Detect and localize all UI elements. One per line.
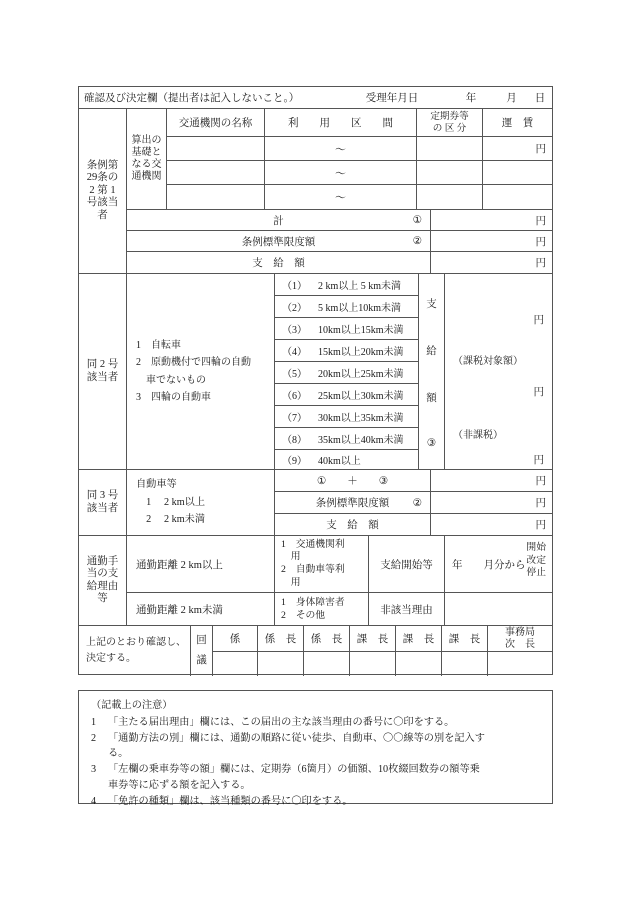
distance-label: 通勤距離 2 km以上	[136, 559, 223, 571]
col-header-section-used	[265, 109, 417, 137]
notes-heading: （記載上の注意）	[91, 700, 173, 711]
col-header-label: 利 用 区 間	[288, 118, 393, 129]
distance-row-number: （8）	[282, 435, 307, 446]
vehicle-option[interactable]: 1 自転車	[136, 339, 181, 351]
label-line: 議	[196, 655, 207, 666]
distance-row-range: 15km以上20km未満	[318, 347, 404, 358]
tilde-mark: 〜	[335, 167, 346, 180]
distance-row[interactable]	[275, 274, 419, 296]
amount-label-char: 額	[426, 393, 437, 404]
approval-position-header	[488, 626, 552, 652]
distance-row-range: 35km以上40km未満	[318, 435, 404, 446]
distance-row-number: （1）	[282, 281, 307, 292]
distance-row-range: 40km以上	[318, 456, 361, 467]
section2-row-label-stack	[79, 359, 126, 384]
label-line: 該当者	[86, 371, 119, 383]
distance-row-number: （5）	[282, 369, 307, 380]
distance-row-range: 20km以上25km未満	[318, 369, 404, 380]
method-lines	[281, 539, 368, 590]
label-line: 条例第	[86, 160, 119, 172]
method-option: 1 身体障害者	[281, 596, 345, 608]
verification-decision-table	[78, 86, 553, 675]
section2-amount-label-strip	[419, 274, 445, 470]
distance-row[interactable]	[275, 450, 419, 470]
statement-line: 決定する。	[86, 653, 136, 664]
yen-unit: 円	[535, 215, 546, 227]
method-option: 1 交通機関利	[281, 538, 345, 550]
secretariat-stack	[488, 627, 552, 650]
approval-stamp-box[interactable]	[396, 652, 442, 676]
note-text: 「免許の種類」欄は、該当種類の番号に〇印をする。	[108, 795, 353, 807]
note-text: 「主たる届出理由」欄には、この届出の主な該当理由の番号に〇印をする。	[108, 716, 455, 728]
transport-name-input-2[interactable]	[167, 161, 265, 185]
section4-nonapplicable-input[interactable]	[445, 593, 552, 626]
yen-unit: 円	[535, 258, 546, 269]
section1-basis-label	[127, 109, 167, 210]
col-header-fare	[483, 109, 552, 137]
distance-row-number: （4）	[282, 347, 307, 358]
distance-row-range: 2 km以上 5 km未満	[318, 281, 402, 292]
approval-stamp-box[interactable]	[488, 652, 552, 676]
col-header-transport-name	[167, 109, 265, 137]
distance-row-number: （9）	[282, 456, 307, 467]
method-option: 2 その他	[281, 610, 326, 621]
label-line: 算出の	[131, 135, 162, 147]
section4-method-over[interactable]	[275, 536, 369, 593]
section4-row-label-stack	[79, 556, 126, 606]
amount-label-char: 支	[426, 299, 437, 310]
vehicle-option[interactable]: 2 2 km未満	[136, 514, 206, 526]
distance-label: 通勤距離 2 km未満	[136, 604, 223, 616]
section2-vehicle-list	[127, 274, 275, 470]
fare-input-1[interactable]	[483, 137, 552, 161]
section-used-input-3[interactable]	[265, 185, 417, 210]
amount-mark: ③	[426, 438, 437, 449]
approval-stamp-box[interactable]	[258, 652, 304, 676]
note-item	[91, 794, 542, 810]
standard-limit-value-cell[interactable]	[431, 231, 552, 252]
receipt-month-label: 月	[506, 93, 517, 104]
status-options[interactable]	[526, 542, 546, 580]
method-lines	[281, 596, 368, 622]
payment-amount-label: 支 給 額	[326, 520, 379, 531]
position-label: 課 長	[448, 634, 481, 645]
section3-standard-limit-value-cell[interactable]	[431, 492, 552, 514]
label-line: 基礎と	[131, 147, 162, 159]
note-text-continued: る。	[108, 748, 129, 760]
label-line: 号該当	[86, 197, 119, 209]
fare-input-3[interactable]	[483, 185, 552, 210]
section4-distance-over[interactable]	[127, 536, 275, 593]
distance-row[interactable]	[275, 296, 419, 318]
col-header-pass-type-stack	[417, 111, 482, 134]
distance-row[interactable]	[275, 428, 419, 450]
distance-row[interactable]	[275, 340, 419, 362]
distance-row[interactable]	[275, 318, 419, 340]
section1-row-label-stack	[79, 160, 126, 222]
vehicle-option[interactable]: 2 原動機付で四輪の自動	[136, 357, 251, 368]
standard-limit-label-cell	[127, 231, 431, 252]
subtotal-label: 計	[273, 215, 284, 227]
note-number: 2	[91, 732, 97, 744]
label-line: 事務局	[505, 627, 535, 638]
distance-row-range: 10km以上15km未満	[318, 325, 404, 336]
approval-statement	[79, 626, 191, 676]
label-line: 給理由	[86, 580, 119, 592]
receipt-date-label: 受理年月日	[365, 93, 419, 104]
yen-unit: 円	[535, 144, 546, 155]
distance-row[interactable]	[275, 362, 419, 384]
pass-type-input-1[interactable]	[417, 137, 483, 161]
approval-position-header	[350, 626, 396, 652]
yen-unit: 円	[535, 498, 546, 509]
section4-method-under[interactable]	[275, 593, 369, 626]
vehicle-option[interactable]: 3 四輪の自動車	[136, 392, 211, 403]
label-line: 者	[97, 209, 108, 221]
note-item	[91, 762, 542, 778]
section4-distance-under[interactable]	[127, 593, 275, 626]
receipt-year-label: 年	[465, 93, 477, 104]
label-line: 当の支	[86, 568, 119, 580]
distance-row-number: （6）	[282, 391, 307, 402]
distance-row-number: （7）	[282, 413, 307, 424]
section-used-input-1[interactable]	[265, 137, 417, 161]
label-line: 同 2 号	[86, 359, 119, 371]
distance-row-range: 5 km以上10km未満	[318, 303, 402, 314]
nontaxable-label: （非課税）	[453, 430, 503, 441]
method-option: 2 自動車等利	[281, 564, 345, 575]
receipt-day-cell[interactable]	[528, 87, 552, 109]
label-line: なる交	[131, 159, 162, 170]
note-number: 3	[91, 764, 97, 776]
label-line: 通機関	[131, 170, 162, 182]
receipt-day-label: 日	[534, 93, 546, 104]
label-line: 通勤手	[86, 555, 119, 567]
fare-input-2[interactable]	[483, 161, 552, 185]
note-text: 「通勤方法の別」欄には、通勤の順路に従い徒歩、自動車、〇〇線等の別を記入す	[108, 732, 485, 744]
method-option-cont: 用	[281, 576, 301, 588]
subtotal-mark: ①	[412, 215, 422, 226]
section4-nonapplicable-label	[369, 593, 445, 626]
label-line: 同 3 号	[86, 490, 119, 502]
header-title-cell	[79, 87, 337, 109]
section4-start-date-cell[interactable]	[445, 536, 552, 593]
statement-line: 上記のとおり確認し、	[86, 637, 186, 648]
sum-formula-label: ① ＋ ③	[316, 476, 389, 487]
section3-payment-label-cell	[275, 514, 431, 536]
section-used-input-2[interactable]	[265, 161, 417, 185]
standard-limit-mark: ②	[412, 236, 422, 247]
distance-row[interactable]	[275, 384, 419, 406]
approval-stamp-box[interactable]	[442, 652, 488, 676]
method-option-cont: 用	[281, 551, 301, 563]
distance-row-range: 25km以上30km未満	[318, 391, 404, 402]
notes-block	[78, 690, 553, 807]
start-date-text: 年 月分から	[452, 559, 526, 571]
subtotal-value-cell[interactable]	[431, 210, 552, 231]
pass-type-input-2[interactable]	[417, 161, 483, 185]
label-line: 2 第 1	[89, 184, 116, 196]
distance-row-number: （2）	[282, 303, 307, 314]
section1-row-label	[79, 109, 127, 274]
status-option-start: 開始	[526, 542, 546, 553]
col-header-pass-type	[417, 109, 483, 137]
yen-unit: 円	[533, 315, 544, 326]
note-text: 「左欄の乗車券等の額」欄には、定期券（6箇月）の価額、10枚綴回数券の額等乗	[108, 764, 480, 776]
label-line: 回	[196, 635, 207, 647]
subtotal-label-cell	[127, 210, 431, 231]
tilde-mark: 〜	[335, 192, 346, 204]
distance-row[interactable]	[275, 406, 419, 428]
tilde-mark: 〜	[335, 143, 346, 156]
receipt-year-cell[interactable]	[447, 87, 495, 109]
section3-vehicle-lines	[136, 476, 274, 528]
position-label: 課 長	[356, 634, 389, 645]
approval-stamp-box[interactable]	[350, 652, 396, 676]
payment-amount-label: 支 給 額	[252, 258, 305, 269]
label-line: の 区 分	[432, 122, 467, 134]
approval-position-header	[258, 626, 304, 652]
note-number: 4	[91, 795, 97, 807]
section1-basis-label-stack	[127, 135, 166, 182]
approval-position-header	[396, 626, 442, 652]
approval-kaigi-label	[191, 626, 213, 676]
pass-type-input-3[interactable]	[417, 185, 483, 210]
standard-limit-label: 条例標準限度額	[241, 236, 316, 248]
status-option-stop: 停止	[526, 567, 546, 579]
amount-label-char: 給	[426, 346, 437, 357]
header-title: 確認及び決定欄（提出者は記入しないこと。）	[84, 93, 300, 104]
transport-name-input-1[interactable]	[167, 137, 265, 161]
transport-name-input-3[interactable]	[167, 185, 265, 210]
status-option-revise: 改定	[526, 554, 546, 566]
approval-position-header	[213, 626, 258, 652]
label-line: 等	[97, 592, 108, 604]
yen-unit: 円	[535, 476, 546, 487]
col-header-label: 交通機関の名称	[178, 118, 253, 129]
section3-sum-value-cell[interactable]	[431, 470, 552, 492]
vehicle-option[interactable]: 1 2 km以上	[136, 496, 206, 508]
label-line: 29条の	[86, 172, 119, 184]
label-line: 該当者	[86, 502, 119, 514]
section3-row-label-stack	[79, 490, 126, 515]
section4-start-label	[369, 536, 445, 593]
position-label: 係	[229, 634, 241, 645]
section2-tax-amount-cell[interactable]	[445, 274, 552, 470]
taxable-label: （課税対象額）	[453, 356, 523, 367]
distance-row-number: （3）	[282, 325, 307, 336]
receipt-month-cell[interactable]	[495, 87, 528, 109]
section3-vehicle-list	[127, 470, 275, 536]
approval-stamp-box[interactable]	[304, 652, 350, 676]
position-label: 課 長	[402, 634, 435, 645]
yen-unit: 円	[533, 455, 544, 466]
vehicle-heading: 自動車等	[136, 479, 177, 491]
section3-row-label	[79, 470, 127, 536]
approval-position-header	[304, 626, 350, 652]
vehicle-option-cont: 車でないもの	[136, 374, 206, 386]
approval-statement-lines	[86, 635, 190, 667]
distance-row-range: 30km以上35km未満	[318, 413, 404, 424]
notes-inner	[79, 691, 552, 810]
start-label: 支給開始等	[380, 559, 433, 571]
note-item	[91, 731, 542, 747]
approval-stamp-box[interactable]	[213, 652, 258, 676]
section3-payment-value-cell[interactable]	[431, 514, 552, 536]
kaigi-stack	[191, 631, 212, 671]
note-item	[91, 715, 542, 731]
section4-row-label	[79, 536, 127, 626]
note-text-continued: 車券等に応ずる額を記入する。	[108, 780, 251, 792]
approval-position-header	[442, 626, 488, 652]
label-line: 定期券等	[430, 111, 469, 123]
position-label: 係 長	[310, 634, 343, 645]
note-number: 1	[91, 716, 97, 728]
col-header-label: 運 賃	[501, 118, 534, 129]
yen-unit: 円	[533, 387, 544, 398]
payment-amount-value-cell[interactable]	[431, 252, 552, 274]
nonapplicable-label: 非該当理由	[380, 604, 433, 616]
section3-sum-label-cell	[275, 470, 431, 492]
yen-unit: 円	[535, 236, 546, 248]
label-line: 次 長	[505, 638, 535, 650]
payment-amount-label-cell	[127, 252, 431, 274]
standard-limit-label: 条例標準限度額	[315, 498, 390, 509]
section2-row-label	[79, 274, 127, 470]
section3-standard-limit-label-cell	[275, 492, 431, 514]
position-label: 係 長	[264, 634, 297, 645]
vehicle-list-lines	[136, 337, 274, 407]
receipt-date-label-cell	[337, 87, 447, 109]
standard-limit-mark: ②	[412, 497, 422, 509]
yen-unit: 円	[535, 520, 546, 531]
